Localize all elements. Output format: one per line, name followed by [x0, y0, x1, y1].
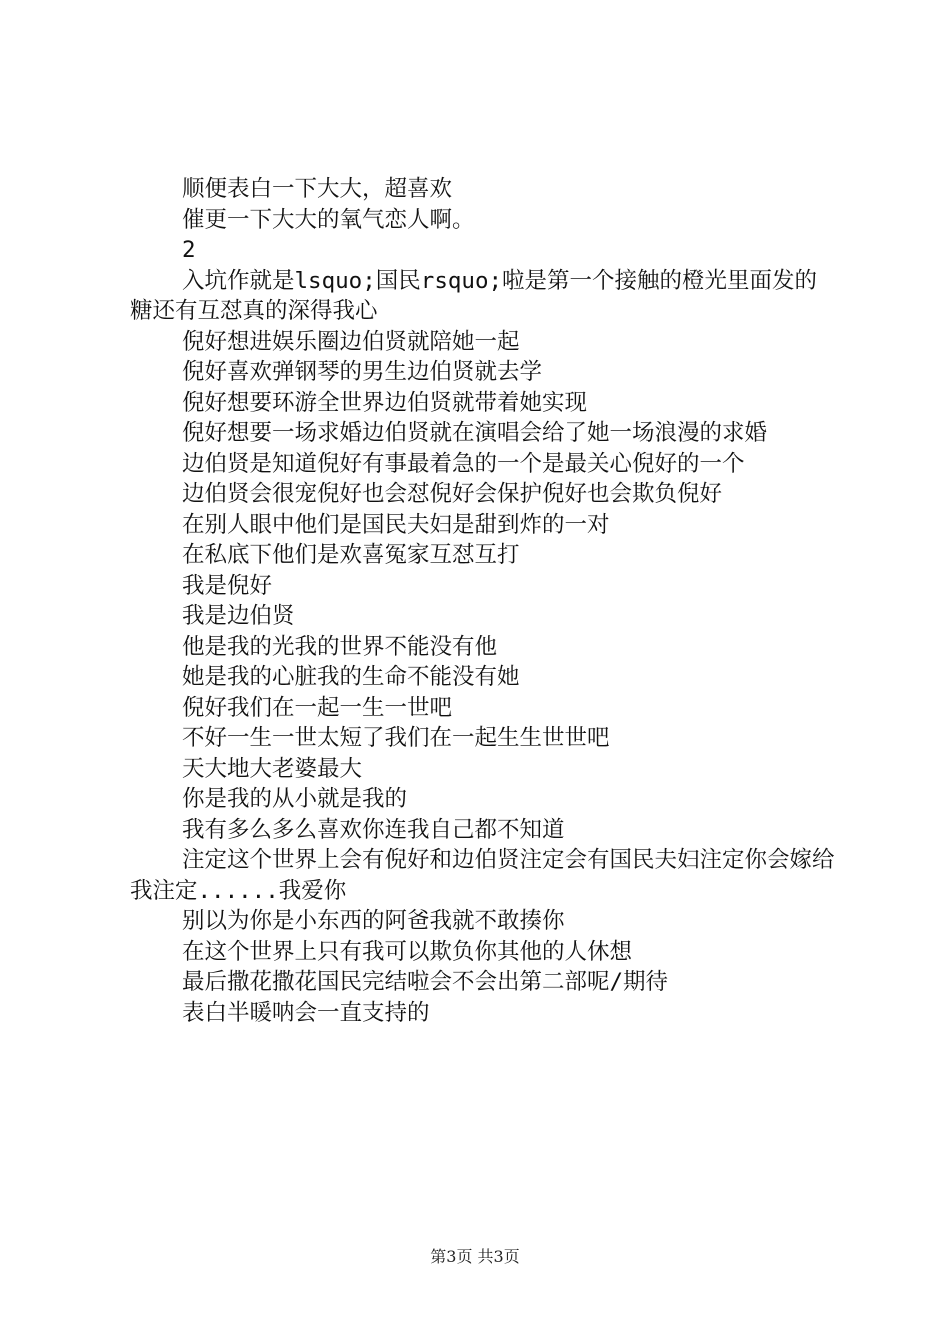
paragraph: 你是我的从小就是我的: [182, 786, 408, 812]
paragraph: 最后撒花撒花国民完结啦会不会出第二部呢/期待: [182, 969, 669, 995]
paragraph: 顺便表白一下大大，超喜欢: [182, 176, 453, 202]
page-footer: 第3页 共3页: [430, 1247, 520, 1266]
paragraph: 倪好想进娱乐圈边伯贤就陪她一起: [182, 328, 520, 355]
paragraph: 不好一生一世太短了我们在一起生生世世吧: [182, 725, 610, 751]
paragraph: 在别人眼中他们是国民夫妇是甜到炸的一对: [182, 511, 610, 538]
paragraph: 催更一下大大的氧气恋人啊。: [182, 206, 475, 233]
paragraph: 入坑作就是lsquo;国民rsquo;啦是第一个接触的橙光里面发的糖还有互怼真的深得我心: [130, 267, 818, 324]
paragraph: 在这个世界上只有我可以欺负你其他的人休想: [182, 938, 633, 965]
paragraph: 倪好喜欢弹钢琴的男生边伯贤就去学: [182, 359, 543, 385]
paragraph: 我是倪好: [182, 572, 273, 599]
paragraph: 倪好想要环游全世界边伯贤就带着她实现: [182, 389, 588, 416]
paragraph: 我有多么多么喜欢你连我自己都不知道: [182, 816, 565, 843]
paragraph: 2: [182, 237, 196, 263]
paragraph: 边伯贤是知道倪好有事最着急的一个是最关心倪好的一个: [182, 450, 745, 477]
paragraph: 她是我的心脏我的生命不能没有她: [182, 664, 520, 690]
paragraph: 倪好我们在一起一生一世吧: [182, 694, 453, 721]
paragraph: 我是边伯贤: [182, 603, 295, 629]
paragraph: 在私底下他们是欢喜冤家互怼互打: [182, 542, 520, 568]
paragraph: 天大地大老婆最大: [182, 755, 363, 782]
paragraph: 他是我的光我的世界不能没有他: [182, 633, 498, 660]
paragraph: 边伯贤会很宠倪好也会怼倪好会保护倪好也会欺负倪好: [182, 481, 723, 507]
paragraph: 别以为你是小东西的阿爸我就不敢揍你: [182, 908, 565, 934]
paragraph: 表白半暖呐会一直支持的: [182, 999, 430, 1026]
paragraph: 注定这个世界上会有倪好和边伯贤注定会有国民夫妇注定你会嫁给我注定......我爱你: [130, 847, 835, 904]
paragraph: 倪好想要一场求婚边伯贤就在演唱会给了她一场浪漫的求婚: [182, 420, 768, 446]
document-body: [130, 174, 835, 1028]
